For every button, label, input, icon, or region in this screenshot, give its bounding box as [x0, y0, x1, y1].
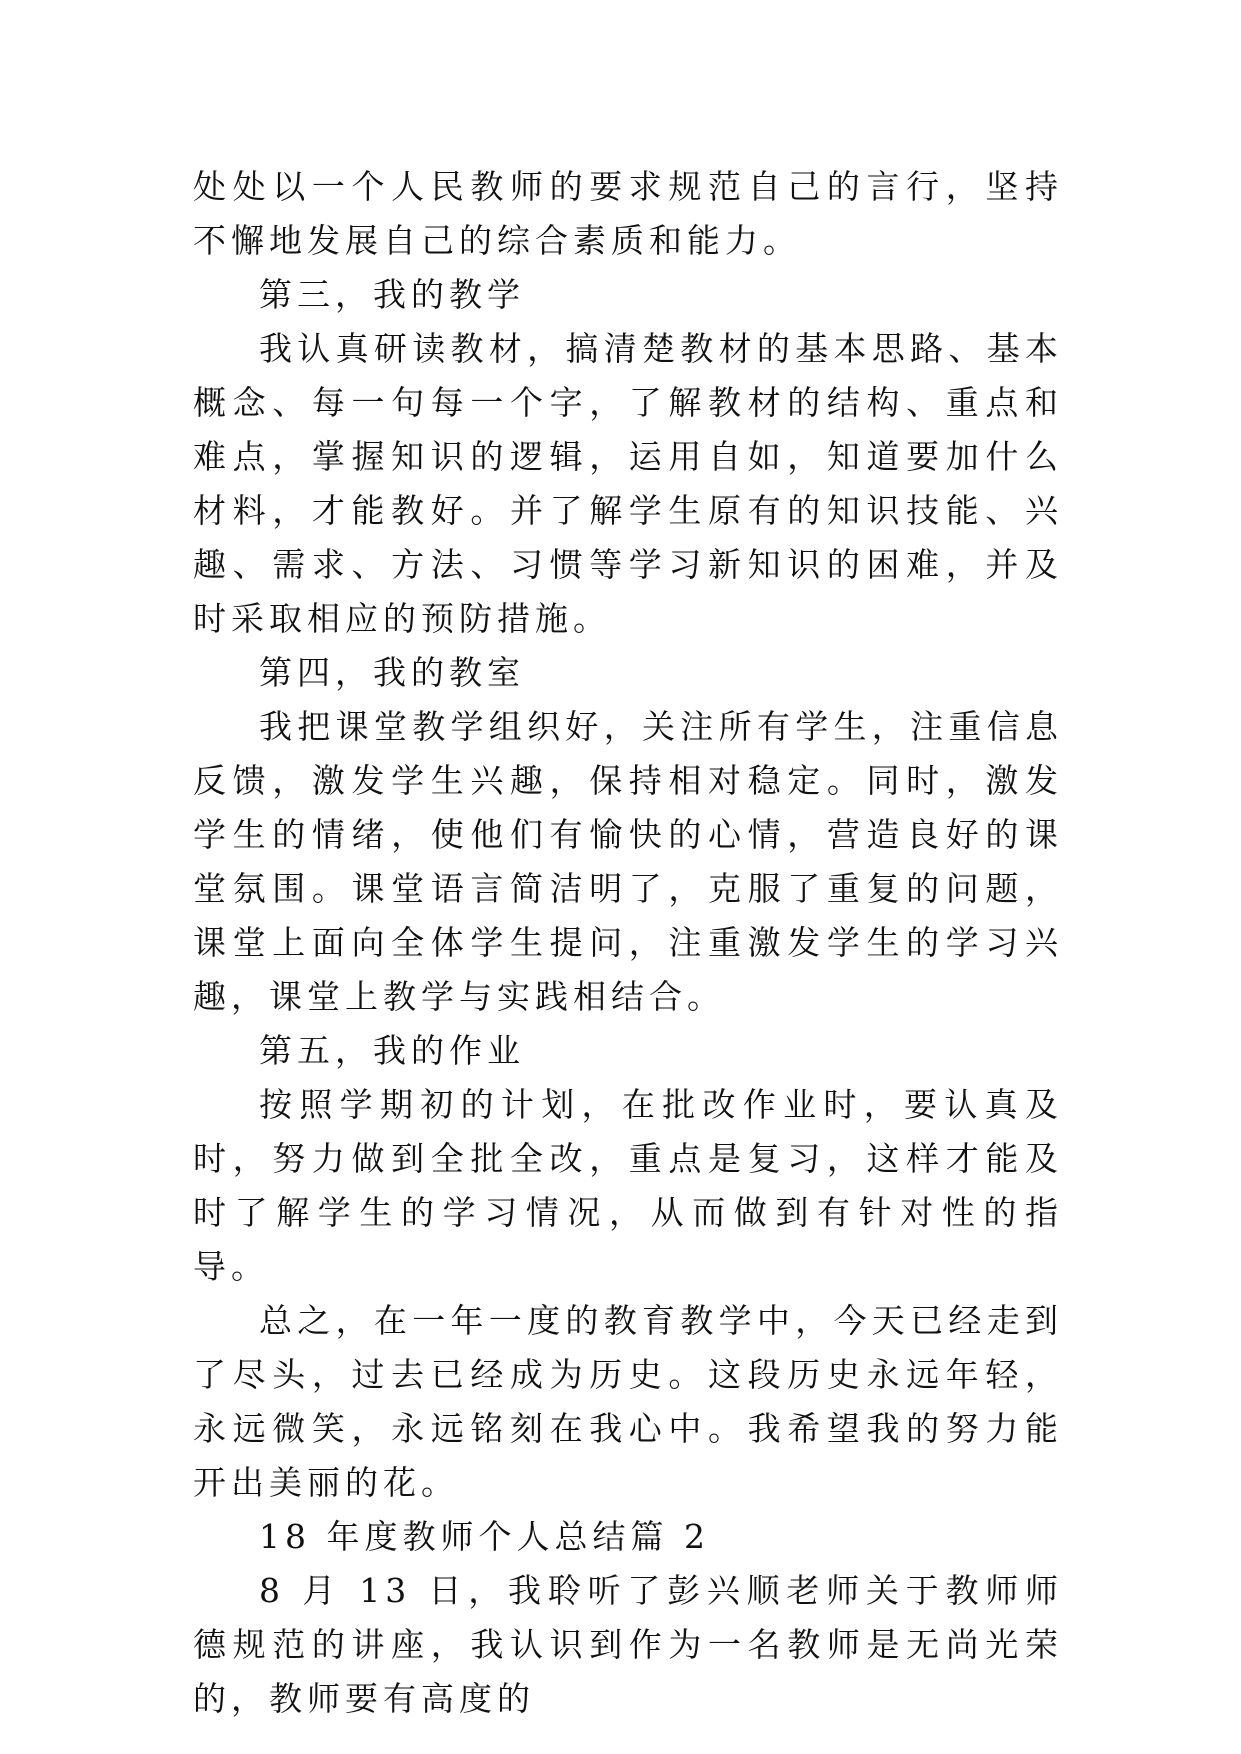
- heading-my-classroom: 第四，我的教室: [259, 653, 525, 692]
- paragraph-conclusion: 总之，在一年一度的教育教学中，今天已经走到了尽头，过去已经成为历史。这段历史永远年轻，永远微笑，永远铭刻在我心中。我希望我的努力能开出美丽的花。: [193, 1301, 1063, 1502]
- paragraph-classroom-management: 我把课堂教学组织好，关注所有学生，注重信息反馈，激发学生兴趣，保持相对稳定。同时，激发学生的情绪，使他们有愉快的心情，营造良好的课堂氛围。课堂语言简洁明了，克服了重复的问题，课堂上面向全体学生提问，注重激发学生的学习兴趣，课堂上教学与实践相结合。: [193, 707, 1063, 1016]
- document-body: [193, 160, 1063, 1726]
- heading-my-homework: 第五，我的作业: [259, 1031, 525, 1070]
- paragraph-professional-conduct: 处处以一个人民教师的要求规范自己的言行，坚持不懈地发展自己的综合素质和能力。: [193, 167, 1063, 260]
- section-title-summary-2: 18 年度教师个人总结篇 2: [259, 1517, 710, 1556]
- heading-my-teaching: 第三，我的教学: [259, 275, 525, 314]
- paragraph-teaching-materials: 我认真研读教材，搞清楚教材的基本思路、基本概念、每一句每一个字，了解教材的结构、重点和难点，掌握知识的逻辑，运用自如，知道要加什么材料，才能教好。并了解学生原有的知识技能、兴趣、需求、方法、习惯等学习新知识的困难，并及时采取相应的预防措施。: [193, 329, 1063, 638]
- paragraph-lecture-reflection: 8 月 13 日，我聆听了彭兴顺老师关于教师师德规范的讲座，我认识到作为一名教师是无尚光荣的，教师要有高度的: [193, 1571, 1063, 1718]
- paragraph-homework-grading: 按照学期初的计划，在批改作业时，要认真及时，努力做到全批全改，重点是复习，这样才能及时了解学生的学习情况，从而做到有针对性的指导。: [193, 1085, 1063, 1286]
